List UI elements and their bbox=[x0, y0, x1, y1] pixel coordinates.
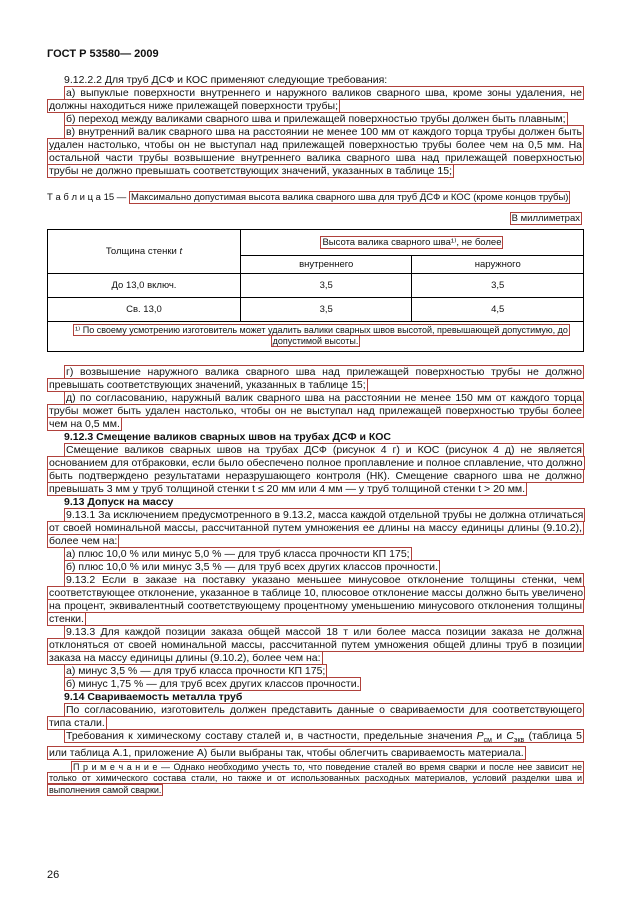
page-number: 26 bbox=[47, 869, 60, 881]
col-outer-header: наружного bbox=[412, 255, 584, 273]
ocr-box: б) переход между валиками сварного шва и прилежащей поверхностью трубы должен быть плавным; bbox=[66, 113, 566, 125]
paragraph-9-13-2 bbox=[47, 574, 584, 626]
paragraph-9-14-chemistry bbox=[47, 730, 584, 760]
paragraph-9-12-2-2: 9.12.2.2 Для труб ДСФ и КОС применяют следующие требования: bbox=[64, 74, 388, 86]
list-item-9-13-1-b bbox=[47, 561, 584, 574]
thickness-variable: t bbox=[179, 245, 183, 257]
value-outer: 4,5 bbox=[412, 297, 584, 321]
list-item-v bbox=[47, 126, 584, 178]
thickness-label: Толщина стенки bbox=[105, 245, 180, 257]
symbol-p-cm: Р bbox=[476, 729, 484, 742]
ocr-box: б) плюс 10,0 % или минус 3,5 % — для труб всех других классов прочности. bbox=[66, 560, 438, 573]
ocr-box bbox=[47, 729, 584, 760]
table-15-title bbox=[47, 192, 584, 205]
col-inner-header: внутреннего bbox=[240, 255, 412, 273]
paragraph-9-13-1 bbox=[47, 509, 584, 548]
col-height-header bbox=[240, 229, 583, 255]
ocr-box: б) минус 1,75 % — для труб всех других классов прочности. bbox=[66, 677, 360, 690]
list-item-9-13-1-a bbox=[47, 548, 584, 561]
table-row bbox=[48, 297, 584, 321]
col-thickness-header bbox=[48, 229, 241, 273]
value-outer: 3,5 bbox=[412, 273, 584, 297]
list-item-g bbox=[47, 366, 584, 392]
ocr-box: а) плюс 10,0 % или минус 5,0 % — для труб класса прочности КП 175; bbox=[66, 547, 410, 560]
symbol-c-ekv: С bbox=[506, 729, 514, 742]
note-paragraph bbox=[47, 762, 584, 797]
table-title-label: Т а б л и ц а 15 — bbox=[47, 192, 129, 203]
table-units-label bbox=[47, 213, 582, 225]
ocr-box: ¹⁾ По своему усмотрению изготовитель может удалить валики сварных швов высотой, превышающей допустимую, до допустимой высоты. bbox=[75, 324, 568, 346]
ocr-box: Высота валика сварного шва¹⁾, не более bbox=[322, 236, 502, 248]
ocr-box: д) по согласованию, наружный валик сварного шва на расстоянии не менее 150 мм от каждого торца трубы может быть удален настолько, чтобы он не выступал над прилежащей поверхностью трубы более чем на 0,5 мм. bbox=[49, 391, 582, 430]
list-item-9-13-3-b bbox=[47, 678, 584, 691]
paragraph-9-14-weldability bbox=[47, 704, 584, 730]
chemistry-text-mid: и bbox=[491, 729, 507, 742]
list-item-9-13-3-a bbox=[47, 665, 584, 678]
list-item-d bbox=[47, 392, 584, 431]
table-header-row bbox=[48, 229, 584, 255]
ocr-box: Смещение валиков сварных швов на трубах ДСФ (рисунок 4 г) и КОС (рисунок 4 д) не является основанием для отбраковки, если было обеспечено полное проплавление и полное сплавление, что должно быть подтверждено результатами неразрушающего контроля (НК). Смещение сварного шва не должно превышать 3 мм у труб толщиной стенки t ≤ 20 мм или 4 мм — у труб толщиной стенки t > 20 мм. bbox=[49, 443, 583, 495]
ocr-box: 9.13.3 Для каждой позиции заказа общей массой 18 т или более масса позиции заказа не должна отклоняться от своей номинальной массы, рассчитанной путем умножения общей длины труб в позиции заказа на массу единицы длины (9.10.2), более чем на: bbox=[49, 625, 582, 664]
row-label: Св. 13,0 bbox=[48, 297, 241, 321]
row-label: До 13,0 включ. bbox=[48, 273, 241, 297]
ocr-box: 9.13.2 Если в заказе на поставку указано меньшее минусовое отклонение толщины стенки, чем соответствующее отклонение, указанное в таблице 10, плюсовое отклонение массы должно быть увеличено на процент, эквивалентный соответствующему процентному уменьшению минусового отклонения толщины стенки. bbox=[49, 573, 584, 625]
table-title-text: Максимально допустимая высота валика сварного шва для труб ДСФ и КОС (кроме концов трубы) bbox=[130, 192, 569, 203]
value-inner: 3,5 bbox=[240, 273, 412, 297]
ocr-box: а) выпуклые поверхности внутреннего и наружного валиков сварного шва, кроме зоны удаления, не должны находиться ниже прилежащей поверхности трубы; bbox=[49, 87, 582, 112]
paragraph-9-13-3 bbox=[47, 626, 584, 665]
heading-9-12-3: 9.12.3 Смещение валиков сварных швов на трубах ДСФ и КОС bbox=[64, 430, 391, 443]
chemistry-text-pre: Требования к химическому составу сталей и, в частности, предельные значения bbox=[66, 729, 477, 742]
ocr-box: 9.13.1 За исключением предусмотренного в 9.13.2, масса каждой отдельной трубы не должна отличаться от своей номинальной массы, рассчитанной путем умножения ее длины на массу единицы длины (9.10.2), более чем на: bbox=[49, 508, 584, 547]
value-inner: 3,5 bbox=[240, 297, 412, 321]
paragraph-9-12-3 bbox=[47, 444, 584, 496]
ocr-box: П р и м е ч а н и е — Однако необходимо учесть то, что поведение сталей во время сварки и после нее зависит не только от химического состава стали, но также и от использованных расходных материалов, условий разделки шва и выполнения самой сварки. bbox=[49, 761, 582, 795]
table-15 bbox=[47, 229, 584, 352]
ocr-box: В миллиметрах bbox=[511, 212, 580, 224]
heading-9-13: 9.13 Допуск на массу bbox=[64, 495, 174, 508]
table-footnote-row bbox=[48, 321, 584, 351]
chemistry-text-post: (таблица 5 или таблица А.1, приложение А) были выбраны так, чтобы облегчить свариваемость материала. bbox=[49, 729, 583, 759]
ocr-box: По согласованию, изготовитель должен представить данные о свариваемости для соответствующего типа стали. bbox=[49, 703, 582, 729]
table-footnote bbox=[48, 321, 584, 351]
ocr-box: г) возвышение наружного валика сварного шва над прилежащей поверхностью трубы не должно превышать соответствующих значений, указанных в таблице 15; bbox=[49, 365, 582, 391]
subscript-ekv: экв bbox=[513, 736, 525, 744]
document-header: ГОСТ Р 53580— 2009 bbox=[47, 48, 159, 60]
table-row bbox=[48, 273, 584, 297]
list-item-a bbox=[47, 87, 584, 113]
heading-9-14: 9.14 Свариваемость металла труб bbox=[64, 690, 243, 703]
ocr-box: в) внутренний валик сварного шва на расстоянии не менее 100 мм от каждого торца трубы должен быть удален настолько, чтобы он не выступал над прилежащей поверхностью трубы более чем на 0,5 мм. На остальной части трубы возвышение внутреннего валика сварного шва над прилежащей поверхностью трубы не должно превышать соответствующих значений, указанных в таблице 15; bbox=[49, 126, 582, 177]
ocr-box: а) минус 3,5 % — для труб класса прочности КП 175; bbox=[66, 664, 326, 677]
subscript-cm: см bbox=[483, 736, 492, 744]
